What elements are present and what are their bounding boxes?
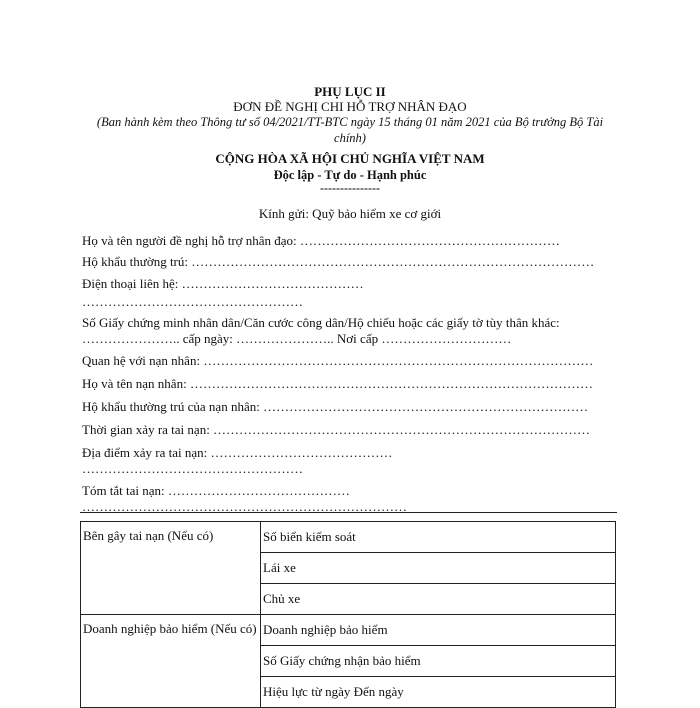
field-location-continued: …………………………………………… (82, 461, 303, 476)
addressee-line: Kính gửi: Quỹ bảo hiểm xe cơ giới (258, 206, 442, 221)
plate-cell: Số biển kiểm soát (261, 522, 616, 553)
insurer-cell: Doanh nghiệp bảo hiểm (261, 615, 616, 646)
field-victim-address: Hộ khẩu thường trú của nạn nhân: ………………………………………………………………… (82, 399, 589, 414)
party-label-cell: Bên gây tai nạn (Nếu có) (81, 522, 261, 615)
national-motto: Độc lập - Tự do - Hạnh phúc (273, 168, 427, 182)
field-relationship: Quan hệ với nạn nhân: ……………………………………………………………………………… (82, 353, 594, 368)
field-phone-continued: …………………………………………… (82, 294, 303, 309)
accident-details-table (80, 521, 616, 708)
table-top-rule (80, 512, 617, 513)
insurer-label-cell: Doanh nghiệp bảo hiểm (Nếu có) (81, 615, 261, 708)
field-id-document: Số Giấy chứng minh nhân dân/Căn cước công dân/Hộ chiếu hoặc các giấy tờ tùy thân khác: (82, 315, 560, 330)
appendix-heading: PHỤ LỤC II (314, 84, 386, 99)
validity-cell: Hiệu lực từ ngày Đến ngày (261, 677, 616, 708)
motto-separator: --------------- (320, 181, 380, 195)
owner-cell: Chủ xe (261, 584, 616, 615)
field-phone: Điện thoại liên hệ: …………………………………… (82, 276, 364, 291)
field-summary-continued: ………………………………………………………………… (82, 499, 407, 514)
certificate-cell: Số Giấy chứng nhận bảo hiểm (261, 646, 616, 677)
field-victim-name: Họ và tên nạn nhân: ………………………………………………………………………………… (82, 376, 593, 391)
form-title: ĐƠN ĐỀ NGHỊ CHI HỖ TRỢ NHÂN ĐẠO (233, 99, 467, 114)
field-accident-summary: Tóm tắt tai nạn: …………………………………… (82, 483, 350, 498)
issued-by-note: (Ban hành kèm theo Thông tư số 04/2021/TT-BTC ngày 15 tháng 01 năm 2021 của Bộ trưởng Bộ Tài chính) (96, 115, 604, 145)
field-permanent-address: Hộ khẩu thường trú: ………………………………………………………………………………… (82, 254, 595, 269)
field-id-issue: ………………….. cấp ngày: ………………….. Nơi cấp ………………………… (82, 331, 512, 346)
field-accident-time: Thời gian xảy ra tai nạn: …………………………………………………………………………… (82, 422, 591, 437)
field-requester-name: Họ và tên người đề nghị hỗ trợ nhân đạo: …………………………………………………… (82, 233, 560, 248)
country-name: CỘNG HÒA XÃ HỘI CHỦ NGHĨA VIỆT NAM (215, 151, 485, 166)
field-accident-location: Địa điểm xảy ra tai nạn: …………………………………… (82, 445, 393, 460)
driver-cell: Lái xe (261, 553, 616, 584)
